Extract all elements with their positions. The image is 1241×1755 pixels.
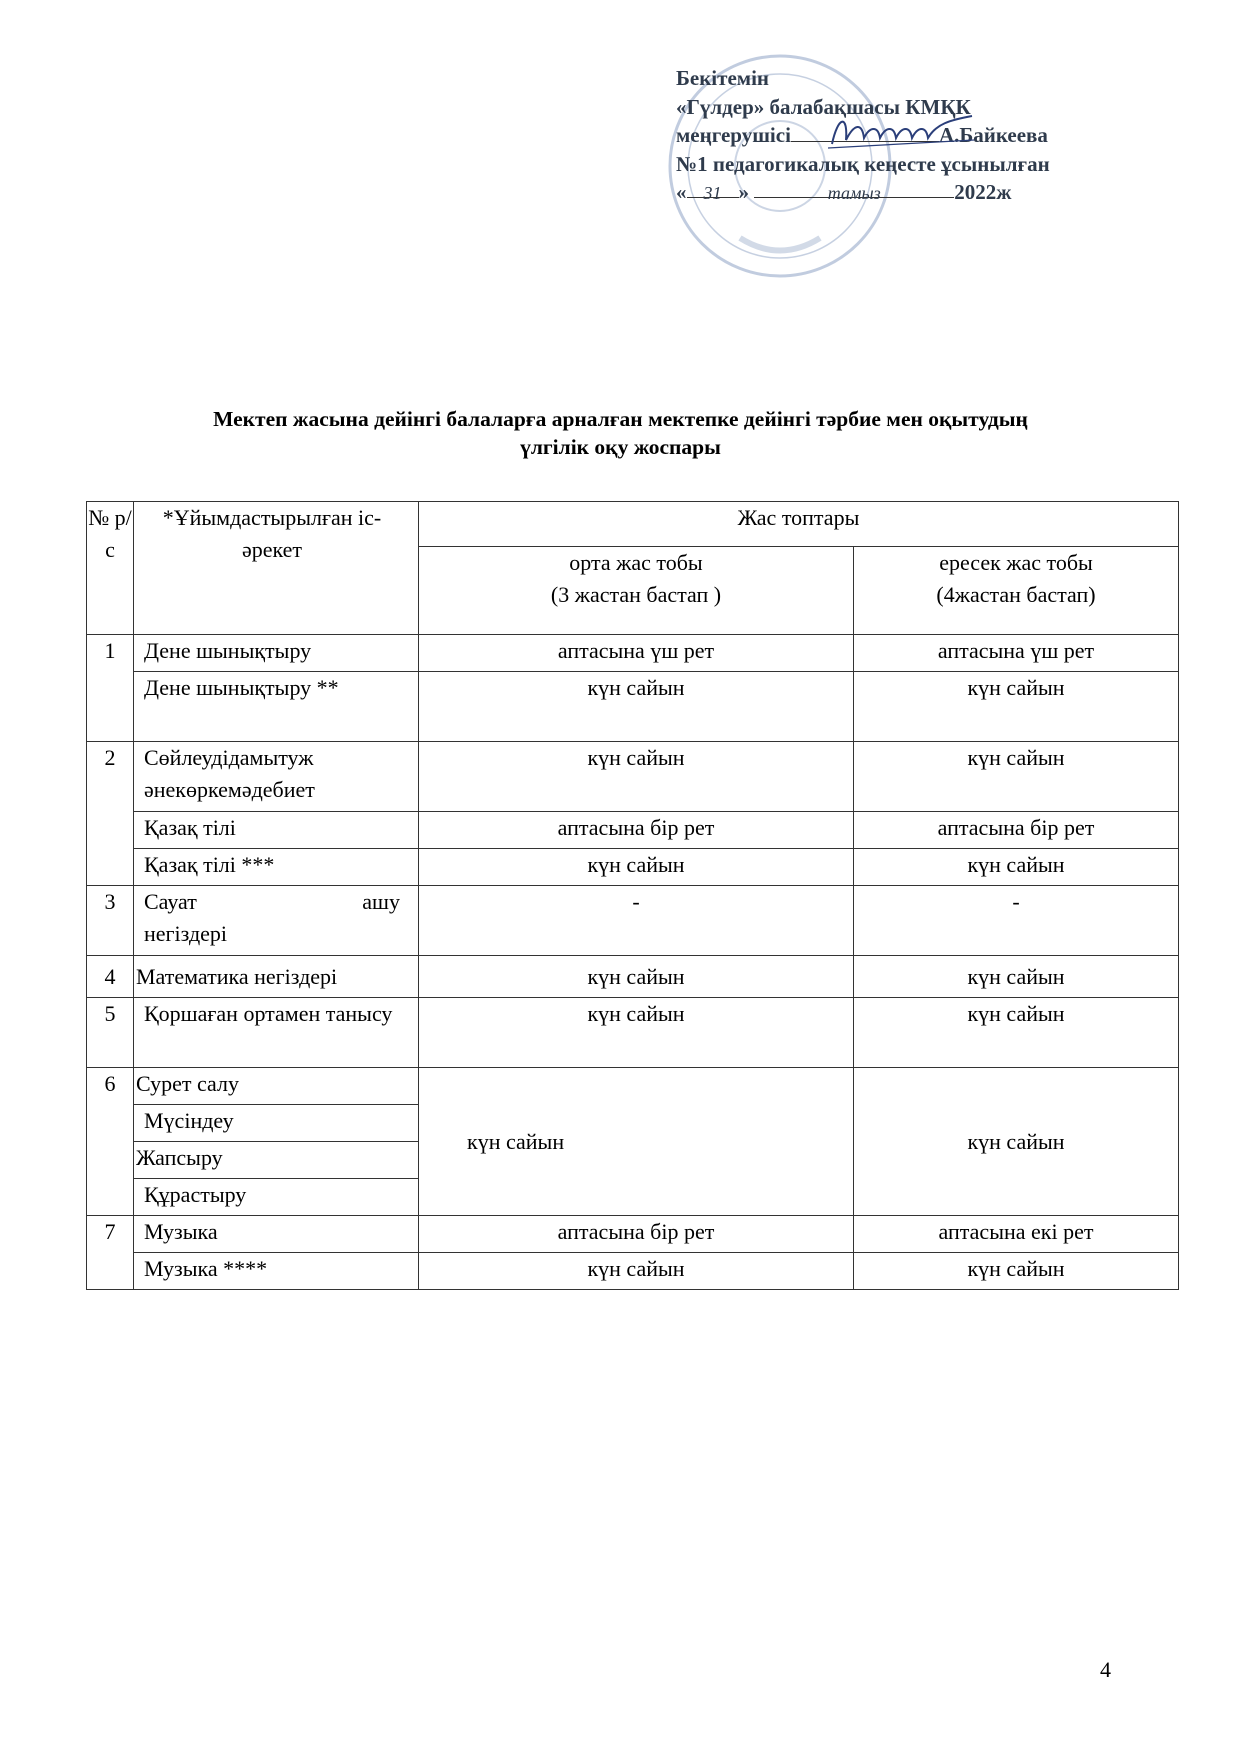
- table-row: [87, 672, 1179, 742]
- senior-group-cell: күн сайын: [854, 1253, 1179, 1290]
- middle-group-cell: күн сайын: [419, 1068, 854, 1216]
- activity-cell: Математика негіздері: [134, 956, 419, 998]
- page-number: 4: [1100, 1657, 1111, 1682]
- senior-group-cell: күн сайын: [854, 1068, 1179, 1216]
- council-recommendation: №1 педагогикалық кеңесте ұсынылған: [676, 151, 1050, 176]
- header-middle-group: орта жас тобы (3 жастан бастап ): [419, 547, 854, 635]
- signature-blank: [791, 123, 939, 142]
- middle-group-cell: -: [419, 886, 854, 956]
- date-day: 31: [687, 179, 739, 198]
- table-row: [87, 742, 1179, 812]
- senior-group-cell: -: [854, 886, 1179, 956]
- approval-block: [676, 64, 1176, 207]
- middle-group-cell: аптасына үш рет: [419, 635, 854, 672]
- senior-group-cell: аптасына бір рет: [854, 812, 1179, 849]
- kindergarten-name: «Гүлдер» балабақшасы КМҚК: [676, 94, 971, 119]
- middle-group-cell: аптасына бір рет: [419, 812, 854, 849]
- header-age-groups: Жас топтары: [419, 502, 1179, 547]
- date-year: 2022ж: [954, 180, 1012, 204]
- activity-cell: Дене шынықтыру: [134, 635, 419, 672]
- activity-cell: Құрастыру: [134, 1179, 419, 1216]
- table-row: [87, 956, 1179, 998]
- middle-group-cell: аптасына бір рет: [419, 1216, 854, 1253]
- senior-group-cell: аптасына үш рет: [854, 635, 1179, 672]
- row-number: 2: [87, 742, 134, 886]
- middle-group-cell: күн сайын: [419, 1253, 854, 1290]
- approval-heading: Бекітемін: [676, 66, 770, 90]
- row-number: 5: [87, 998, 134, 1068]
- activity-cell: Жапсыру: [134, 1142, 419, 1179]
- activity-cell: Музыка: [134, 1216, 419, 1253]
- activity-cell: Дене шынықтыру **: [134, 672, 419, 742]
- middle-group-cell: күн сайын: [419, 998, 854, 1068]
- head-name: А.Байкеева: [938, 123, 1048, 147]
- senior-group-cell: күн сайын: [854, 672, 1179, 742]
- table-row: [87, 1068, 1179, 1105]
- row-number: 7: [87, 1216, 134, 1290]
- senior-group-cell: күн сайын: [854, 998, 1179, 1068]
- table-row: [87, 886, 1179, 956]
- document-title: [60, 405, 1181, 461]
- title-line-2: үлгілік оқу жоспары: [520, 435, 721, 459]
- table-row: [87, 849, 1179, 886]
- activity-cell: Музыка ****: [134, 1253, 419, 1290]
- activity-cell: Қазақ тілі: [134, 812, 419, 849]
- table-row: [87, 1216, 1179, 1253]
- row-number: 6: [87, 1068, 134, 1216]
- title-line-1: Мектеп жасына дейінгі балаларға арналған мектепке дейінгі тәрбие мен оқытудың: [213, 407, 1028, 431]
- date-month: тамыз: [754, 179, 954, 198]
- activity-cell: Мүсіндеу: [134, 1105, 419, 1142]
- senior-group-cell: күн сайын: [854, 742, 1179, 812]
- header-number: № р/с: [87, 502, 134, 635]
- activity-cell: Сауат ашу негіздері: [134, 886, 419, 956]
- row-number: 3: [87, 886, 134, 956]
- senior-group-cell: аптасына екі рет: [854, 1216, 1179, 1253]
- middle-group-cell: күн сайын: [419, 672, 854, 742]
- activity-cell: Сөйлеудідамытуж әнекөркемәдебиет: [134, 742, 419, 812]
- head-signature-line: [676, 121, 1176, 150]
- middle-group-cell: күн сайын: [419, 956, 854, 998]
- approval-date-line: « 31 » тамыз 2022ж: [676, 180, 1012, 204]
- table-row: [87, 998, 1179, 1068]
- middle-group-cell: күн сайын: [419, 742, 854, 812]
- middle-group-cell: күн сайын: [419, 849, 854, 886]
- row-number: 4: [87, 956, 134, 998]
- table-row: [87, 812, 1179, 849]
- activity-cell: Қазақ тілі ***: [134, 849, 419, 886]
- curriculum-table: [86, 501, 1179, 1290]
- activity-cell: Қоршаған ортамен танысу: [134, 998, 419, 1068]
- senior-group-cell: күн сайын: [854, 956, 1179, 998]
- table-row: [87, 635, 1179, 672]
- activity-cell: Сурет салу: [134, 1068, 419, 1105]
- table-row: [87, 1253, 1179, 1290]
- header-senior-group: ересек жас тобы (4жастан бастап): [854, 547, 1179, 635]
- head-title: меңгерушісі: [676, 123, 791, 147]
- row-number: 1: [87, 635, 134, 742]
- senior-group-cell: күн сайын: [854, 849, 1179, 886]
- header-activity: *Ұйымдастырылған іс-әрекет: [134, 502, 419, 635]
